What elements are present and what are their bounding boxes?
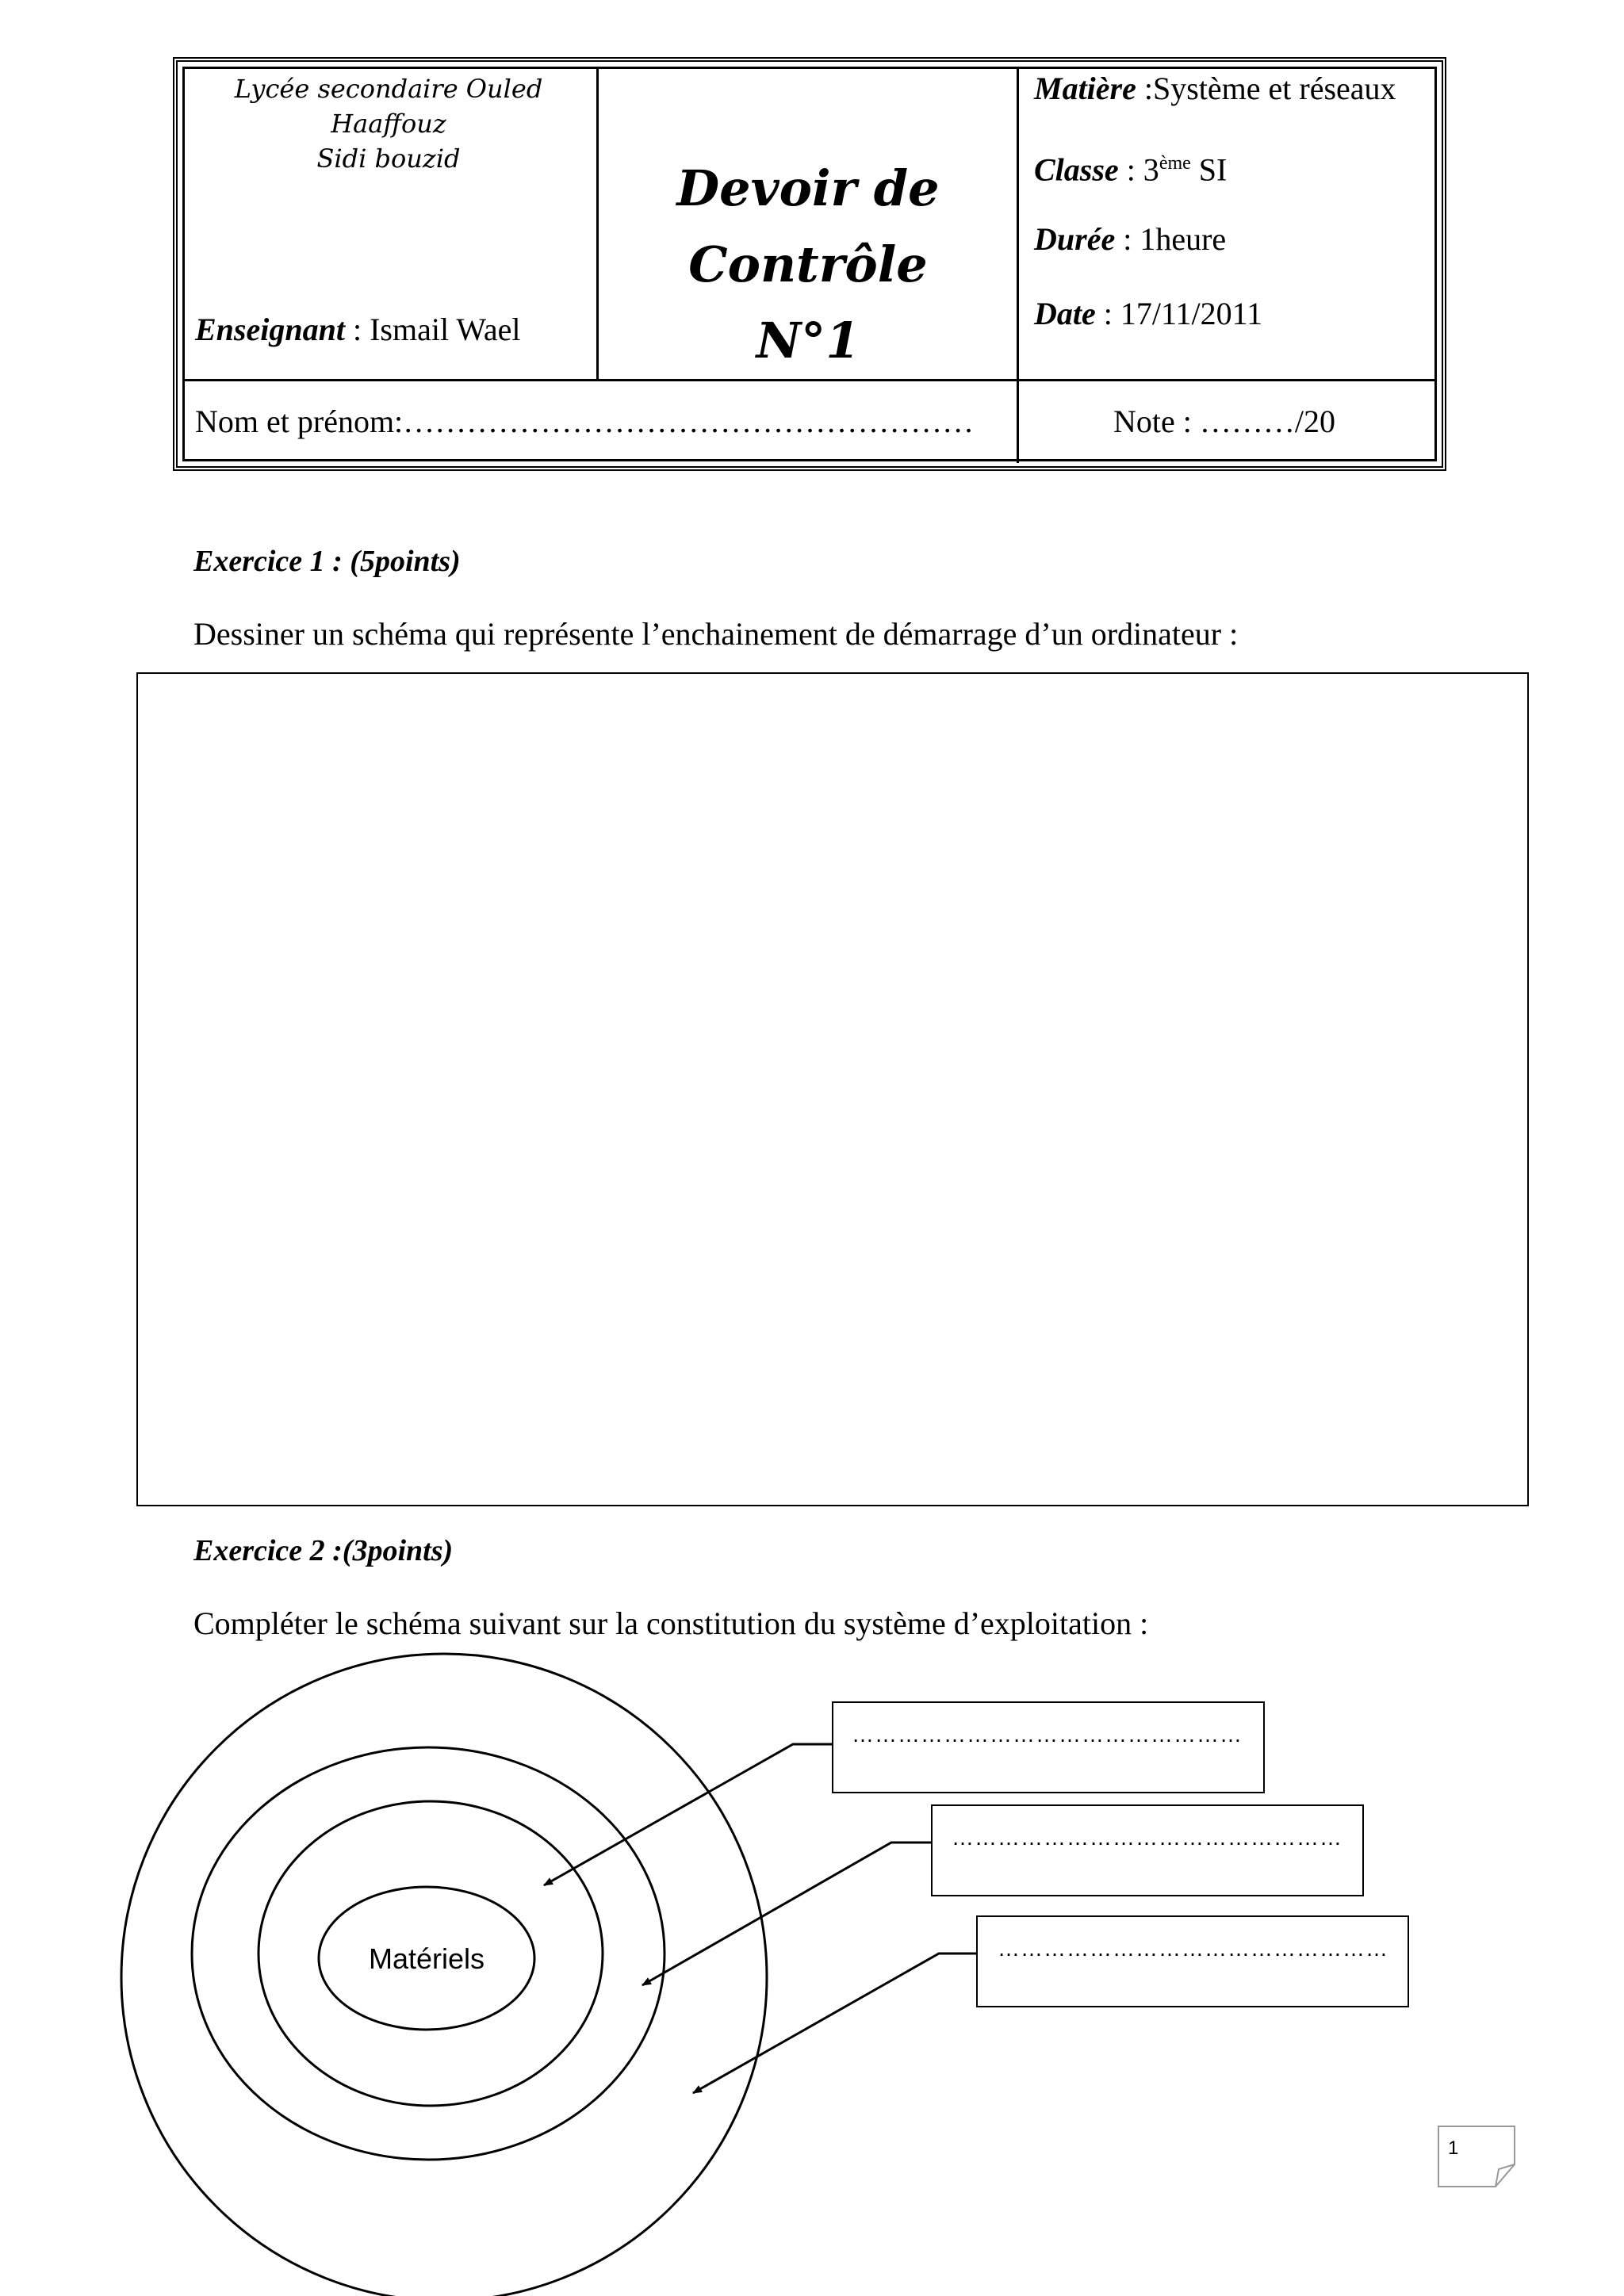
connector-line-2 — [642, 1843, 931, 1985]
exam-title-line-1: Devoir de Contrôle — [676, 159, 940, 293]
duration-label: Durée — [1034, 221, 1116, 257]
class-value: : 3 — [1118, 151, 1159, 188]
class-superscript: ème — [1159, 153, 1191, 174]
subject-value: :Système et réseaux — [1136, 71, 1396, 106]
label-box-2-text: …………………………………………… — [952, 1825, 1342, 1850]
exam-title-line-2: N°1 — [756, 312, 860, 369]
page-number: 1 — [1448, 2137, 1459, 2159]
hardware-label: Matériels — [368, 1942, 485, 1975]
teacher-label: Enseignant — [195, 312, 345, 347]
label-box-3-text: …………………………………………… — [998, 1936, 1388, 1961]
exercise-2-instruction: Compléter le schéma suivant sur la constitution du système d’exploitation : — [193, 1605, 1149, 1641]
school-line-1: Lycée secondaire Ouled — [234, 74, 543, 104]
student-name-field[interactable]: Nom et prénom:……………………………………………… — [195, 404, 975, 439]
date-label: Date — [1034, 296, 1096, 331]
duration-value: : 1heure — [1115, 221, 1227, 257]
school-line-3: Sidi bouzid — [316, 144, 461, 174]
teacher-value: : Ismail Wael — [344, 312, 521, 347]
class-suffix: SI — [1190, 151, 1228, 188]
label-box-1[interactable] — [832, 1701, 1265, 1793]
grade-field[interactable]: Note : ………/20 — [1113, 404, 1335, 439]
school-line-2: Haaffouz — [331, 109, 446, 139]
exercise-1-title: Exercice 1 : (5points) — [193, 545, 461, 578]
label-box-2[interactable] — [931, 1804, 1364, 1896]
connector-line-3 — [693, 1954, 976, 2093]
label-box-3[interactable] — [976, 1915, 1409, 2007]
subject-label: Matière — [1034, 71, 1136, 106]
date-value: : 17/11/2011 — [1095, 296, 1263, 331]
class-label: Classe — [1034, 151, 1119, 188]
label-box-1-text: …………………………………………… — [852, 1722, 1243, 1747]
exercise-1-instruction: Dessiner un schéma qui représente l’enchainement de démarrage d’un ordinateur : — [193, 616, 1239, 652]
exercise-2-title: Exercice 2 :(3points) — [193, 1534, 454, 1567]
